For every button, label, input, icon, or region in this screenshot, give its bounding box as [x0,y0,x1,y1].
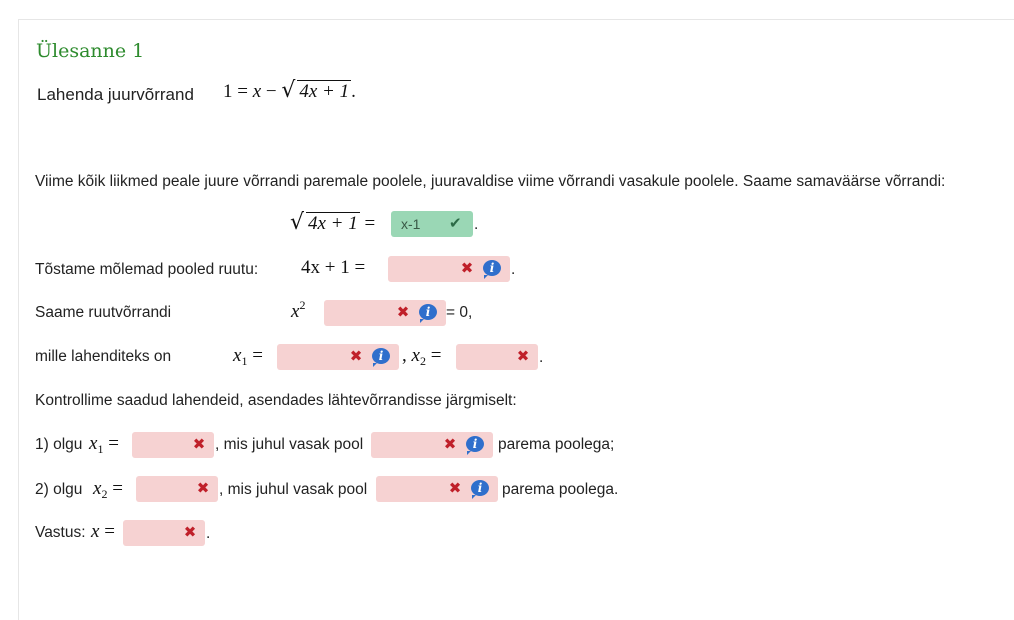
info-icon[interactable]: i [483,260,501,276]
cross-icon: ✖ [396,303,410,321]
cross-icon: ✖ [460,259,474,277]
answer-field-step3[interactable] [324,300,446,326]
cross-icon: ✖ [196,479,210,497]
check-intro: Kontrollime saadud lahendeid, asendades lähtevõrrandisse järgmiselt: [35,392,517,409]
cross-icon: ✖ [448,479,462,497]
check1-mid: , mis juhul vasak pool [215,436,364,453]
answer-var: x = [91,521,115,542]
info-icon[interactable]: i [372,348,390,364]
step2-label: Tõstame mõlemad pooled ruutu: [35,261,259,278]
cross-icon: ✖ [192,435,206,453]
info-icon[interactable]: i [466,436,484,452]
main-equation: 1 = x − √ 4x + 1 . [223,78,356,103]
check2-prefix: 2) olgu [35,481,83,498]
info-icon[interactable]: i [471,480,489,496]
cross-icon: ✖ [349,347,363,365]
answer-field-final[interactable] [123,520,205,546]
check2-var: $x_2$ = [93,478,123,501]
intro-text: Viime kõik liikmed peale juure võrrandi paremale poolele, juuravaldise viime võrrandi vasakule poolele. Saame samaväärse võrrandi: [35,173,946,190]
check1-var: $x_1$ = [89,433,119,456]
answer-field-step1[interactable] [391,211,473,237]
answer-field-check1-value[interactable] [132,432,214,458]
step3-math: $x^2$ [291,298,306,322]
check1-suffix: parema poolega; [498,436,615,453]
answer-value: x-1 [401,216,421,232]
check1-prefix: 1) olgu [35,436,83,453]
cross-icon: ✖ [516,347,530,365]
step4-label: mille lahenditeks on [35,348,172,365]
answer-field-step2[interactable] [388,256,510,282]
answer-field-x2[interactable] [456,344,538,370]
step3-label: Saame ruutvõrrandi [35,304,172,321]
cross-icon: ✖ [443,435,457,453]
check-icon: ✔ [449,214,462,232]
info-icon[interactable]: i [419,304,437,320]
answer-field-x1[interactable] [277,344,399,370]
step1-period: . [474,216,479,233]
answer-field-check2-comparison[interactable] [376,476,498,502]
answer-prefix: Vastus: [35,524,86,541]
check2-mid: , mis juhul vasak pool [219,481,368,498]
step4-period: . [539,349,544,366]
answer-field-check2-value[interactable] [136,476,218,502]
exercise-title: Ülesanne 1 [36,40,145,62]
step1-math: √ 4x + 1 = [290,210,376,235]
check2-suffix: parema poolega. [502,481,619,498]
step4-x2: , $x_2$ = [402,345,442,368]
cross-icon: ✖ [183,523,197,541]
answer-period: . [206,525,211,542]
instruction: Lahenda juurvõrrand [37,85,194,104]
step4-x1: $x_1$ = [233,345,263,368]
step2-math: 4x + 1 = [301,257,366,278]
answer-field-check1-comparison[interactable] [371,432,493,458]
step3-tail: = 0, [446,304,473,321]
step2-period: . [511,261,516,278]
